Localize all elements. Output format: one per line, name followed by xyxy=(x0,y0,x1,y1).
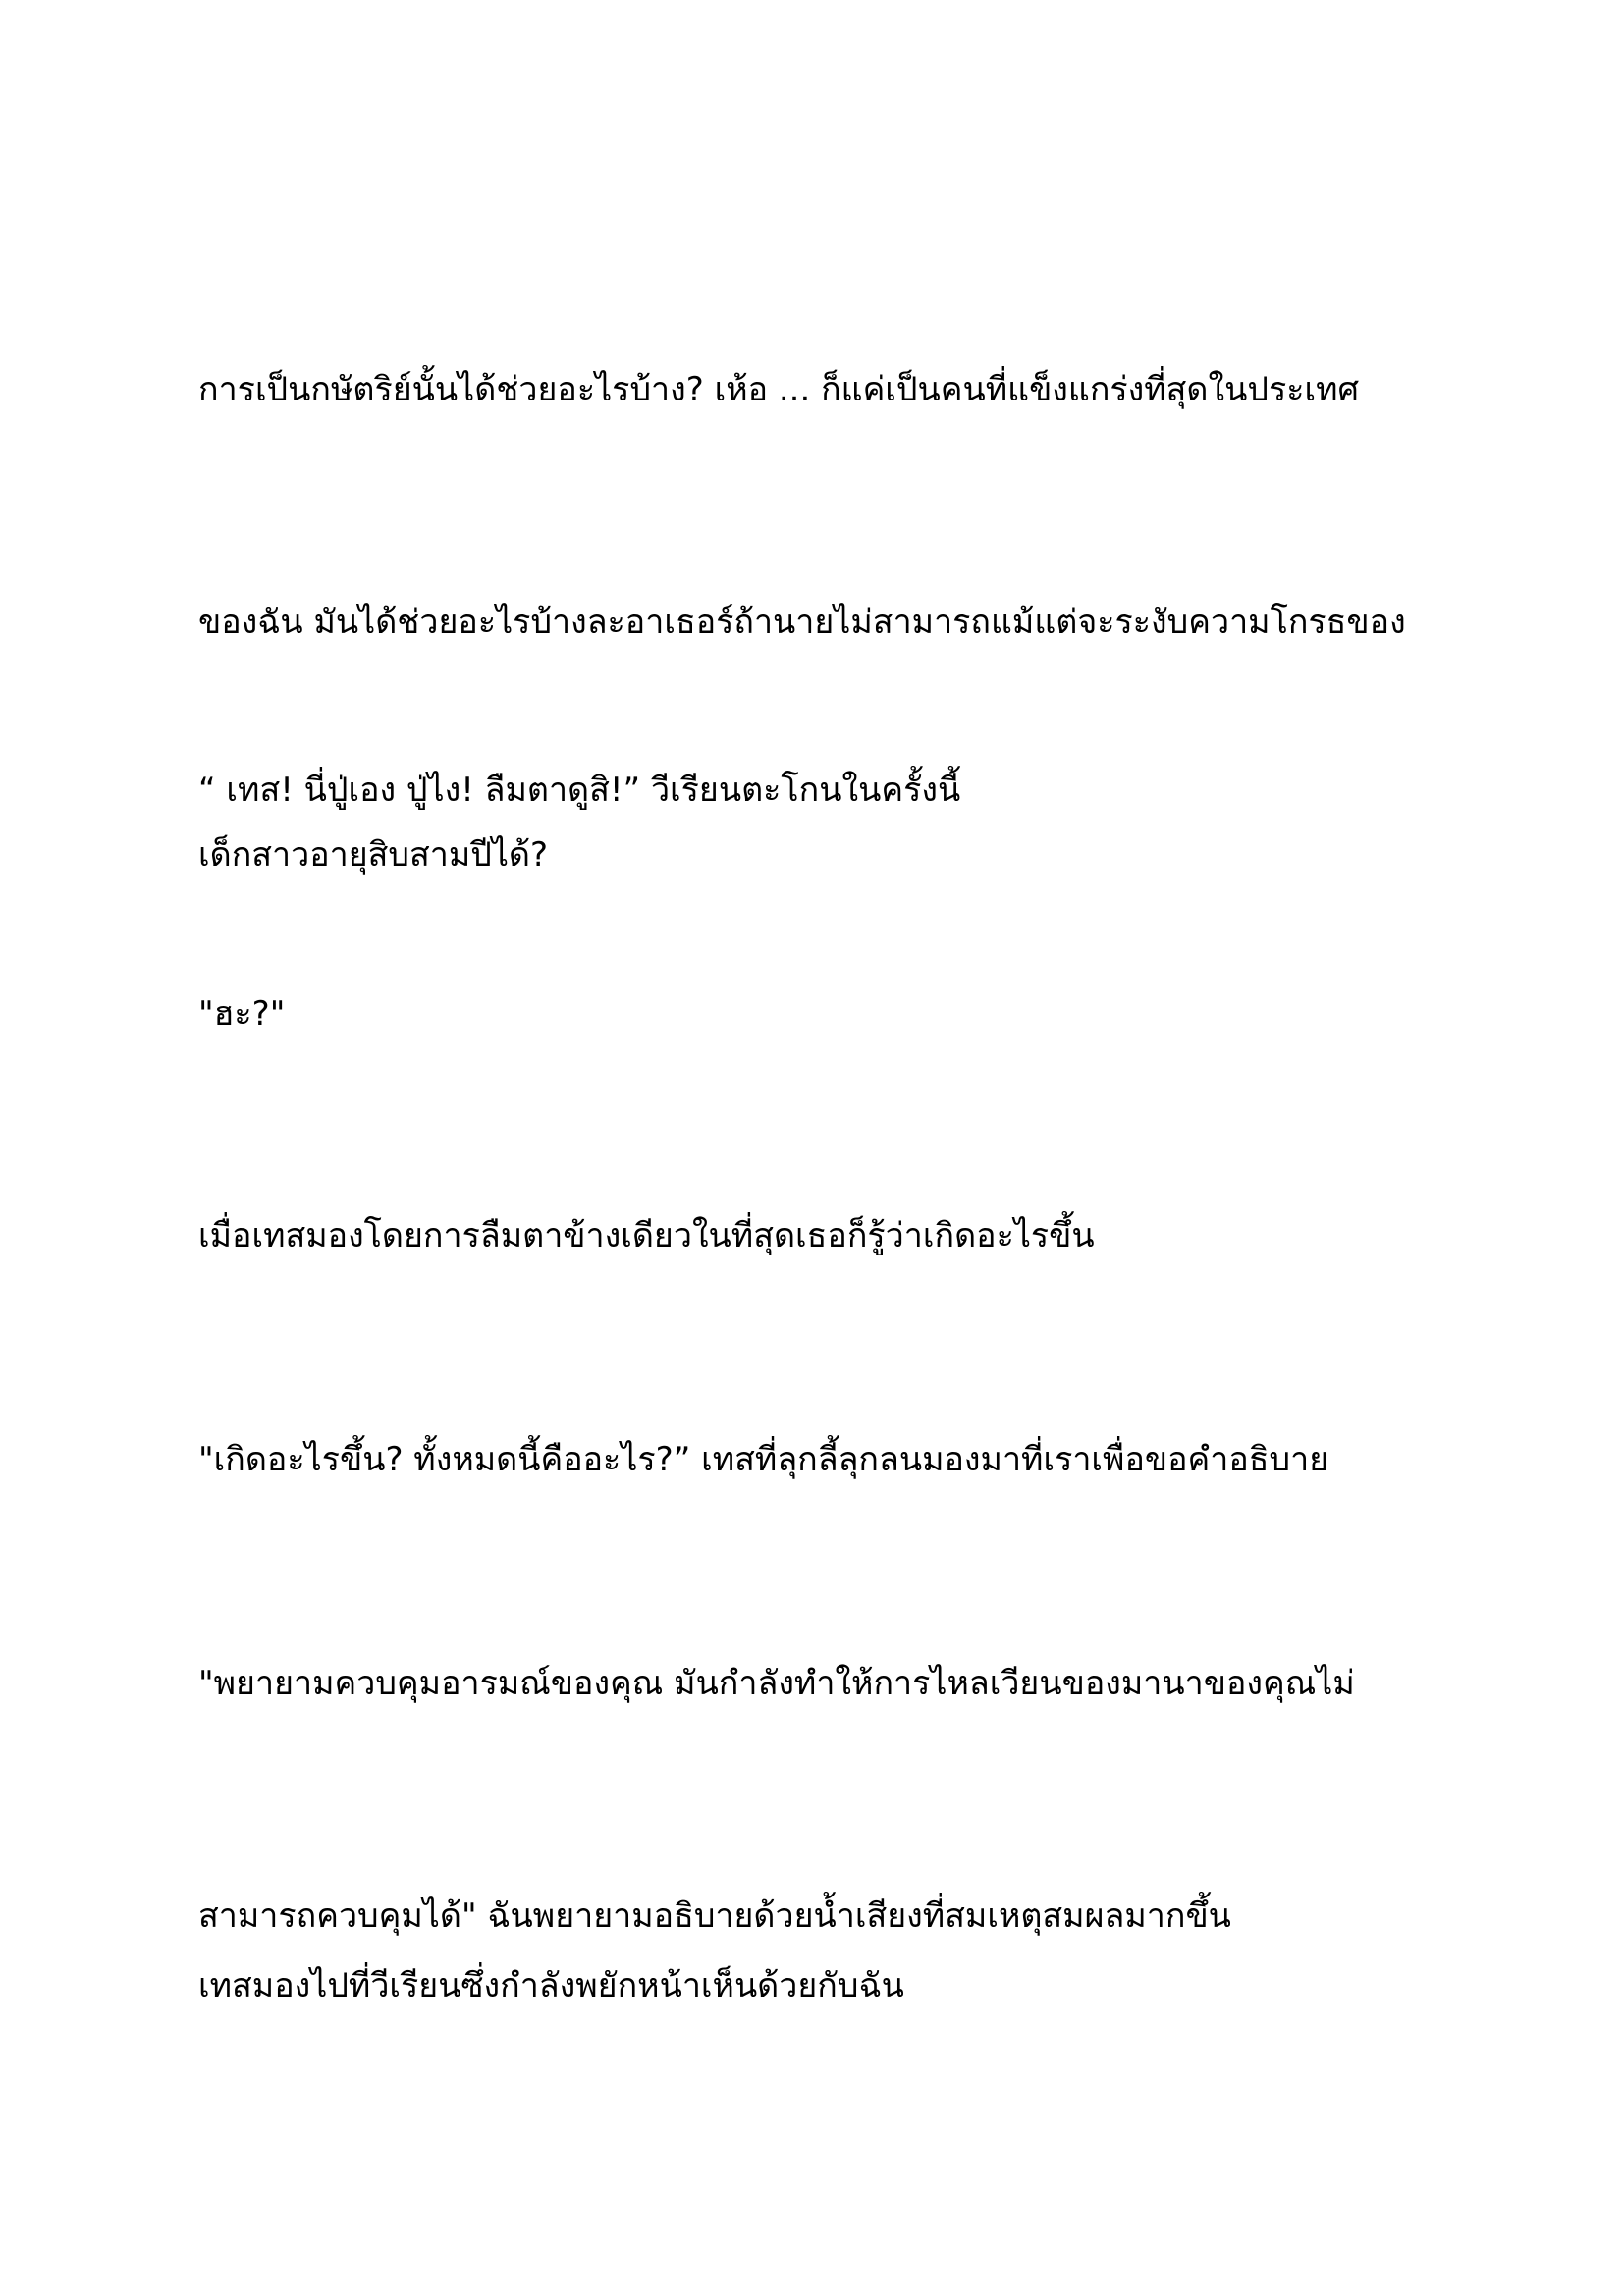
text-line: ของฉัน มันได้ช่วยอะไรบ้างละอาเธอร์ถ้านายไม่สามารถแม้แต่จะระงับความโกรธของ xyxy=(198,603,1406,642)
paragraph-7 xyxy=(198,1792,1504,2180)
text-line: สามารถควบคุมได้" ฉันพยายามอธิบายด้วยน้ำเสียงที่สมเหตุสมผลมากขึ้น xyxy=(198,1896,1231,1936)
text-line: เด็กสาวอายุสิบสามปีได้? xyxy=(198,835,549,875)
text-line: เทสมองไปที่วีเรียนซึ่งกำลังพยักหน้าเห็นด้วยกับฉัน xyxy=(198,1966,904,2005)
text-line: "พยายามควบคุมอารมณ์ของคุณ มันกำลังทำให้การไหลเวียนของมานาของคุณไม่ xyxy=(198,1664,1355,1703)
text-line: “ เทส! นี่ปู่เอง ปู่ไง! ลืมตาดูสิ!” วีเรียนตะโกนในครั้งนี้ xyxy=(198,771,961,810)
text-line: "เกิดอะไรขึ้น? ทั้งหมดนี้คืออะไร?” เทสที่ลุกลี้ลุกลนมองมาที่เราเพื่อขอคำอธิบาย xyxy=(198,1440,1329,1479)
text-line: เมื่อเทสมองโดยการลืมตาข้างเดียวในที่สุดเธอก็รู้ว่าเกิดอะไรขึ้น xyxy=(198,1216,1095,1255)
text-line: การเป็นกษัตริย์นั้นได้ช่วยอะไรบ้าง? เห้อ ... ก็แค่เป็นคนที่แข็งแกร่งที่สุดในประเทศ xyxy=(198,370,1360,409)
text-line: "ฮะ?" xyxy=(198,994,286,1034)
